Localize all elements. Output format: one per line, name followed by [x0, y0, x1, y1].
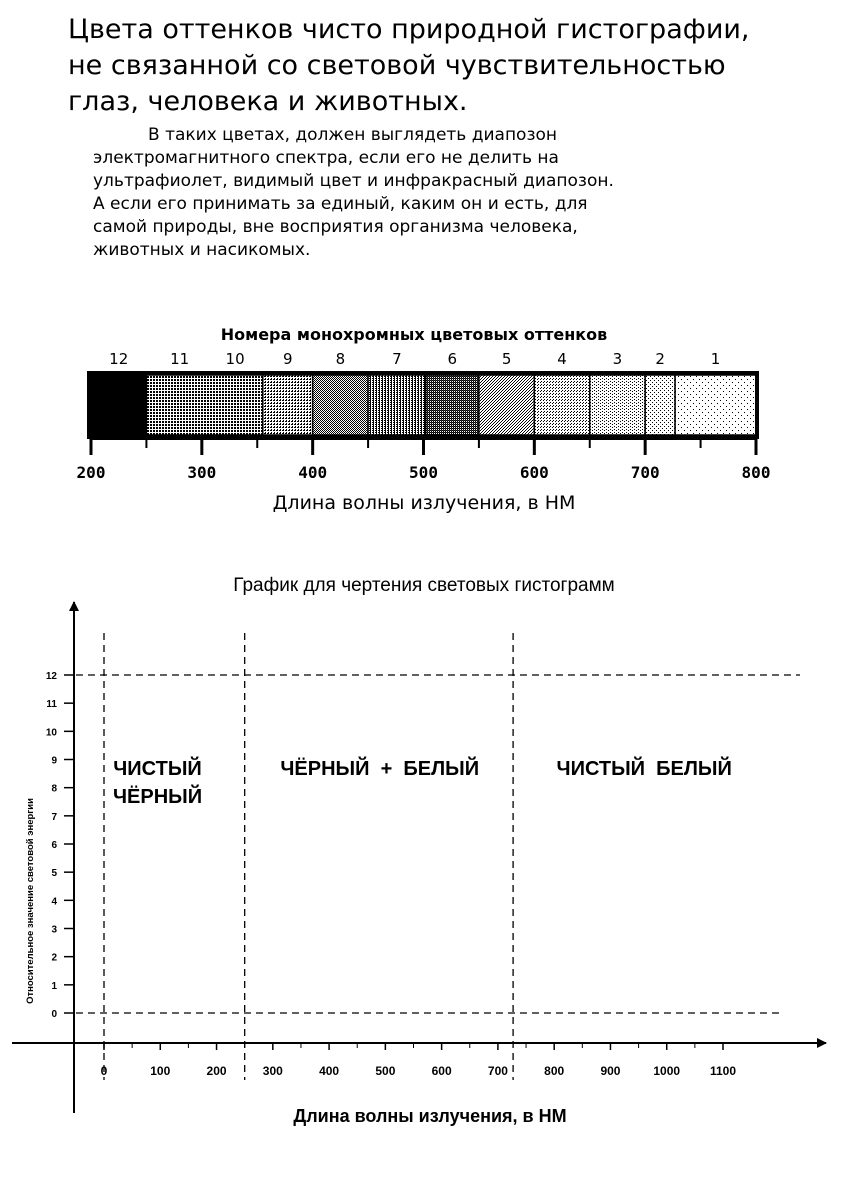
paragraph-line: самой природы, вне восприятия организма человека, — [93, 217, 578, 237]
paragraph-line: ультрафиолет, видимый цвет и инфракрасный диапозон. — [93, 171, 614, 191]
y-tick-label: 10 — [45, 727, 57, 739]
y-tick-label: 8 — [51, 783, 57, 795]
x-axis-label: Длина волны излучения, в НМ — [293, 1106, 567, 1126]
y-tick-label: 5 — [51, 868, 57, 880]
spectrum-tick-label: 200 — [76, 463, 106, 482]
shade-cell — [313, 375, 368, 435]
y-tick-label: 0 — [51, 1009, 57, 1020]
shade-number: 8 — [335, 350, 346, 368]
region-label: ЧЁРНЫЙ — [112, 786, 203, 808]
x-tick-label: 900 — [600, 1064, 621, 1078]
shade-number: 3 — [612, 350, 623, 368]
x-tick-label: 100 — [150, 1064, 171, 1078]
x-tick-label: 200 — [206, 1064, 227, 1078]
spectrum-heading: Номера монохромных цветовых оттенков — [220, 325, 608, 344]
shade-number: 7 — [392, 350, 402, 368]
spectrum-tick-label: 500 — [409, 463, 438, 482]
y-tick-label: 6 — [51, 840, 57, 851]
x-tick-label: 700 — [487, 1064, 508, 1078]
description-paragraph — [93, 124, 813, 262]
shade-cell — [479, 375, 534, 435]
shade-cell — [675, 375, 756, 435]
paragraph-line: А если его принимать за единый, каким он и есть, для — [93, 194, 588, 214]
histogram-chart — [0, 560, 847, 1140]
shade-cell — [645, 375, 675, 435]
spectrum-axis-label: Длина волны излучения, в НМ — [272, 492, 576, 514]
shade-number: 1 — [710, 350, 721, 368]
spectrum-tick-label: 700 — [630, 463, 660, 482]
shade-number: 6 — [447, 350, 458, 368]
x-tick-label: 400 — [319, 1064, 340, 1078]
shade-cell — [263, 375, 313, 435]
y-axis-label: Относительное значение световой энергии — [25, 798, 36, 1004]
shade-number: 10 — [225, 350, 245, 368]
spectrum-tick-label: 600 — [519, 463, 549, 482]
y-tick-label: 9 — [51, 755, 57, 767]
shade-cell — [146, 375, 262, 435]
shade-cell — [368, 375, 426, 435]
shade-number: 9 — [282, 350, 293, 368]
shade-cell — [534, 375, 589, 435]
shade-cell — [91, 375, 146, 435]
region-label: ЧИСТЫЙ — [113, 758, 202, 780]
y-tick-label: 4 — [51, 896, 57, 908]
shade-cell — [590, 375, 645, 435]
spectrum-tick-label: 800 — [741, 463, 771, 482]
y-tick-label: 7 — [51, 811, 57, 823]
y-tick-label: 11 — [46, 699, 57, 711]
shade-number: 2 — [655, 350, 665, 368]
spectrum-diagram — [0, 310, 847, 520]
title-line: глаз, человека и животных. — [68, 86, 468, 117]
x-tick-label: 1000 — [653, 1064, 681, 1078]
paragraph-line: В таких цветах, должен выглядеть диапозон — [148, 125, 558, 145]
shade-cell — [426, 375, 479, 435]
x-tick-label: 500 — [375, 1064, 396, 1078]
title-line: Цвета оттенков чисто природной гистографии, — [68, 14, 750, 45]
shade-number: 5 — [501, 350, 512, 368]
y-tick-label: 1 — [51, 980, 57, 992]
page-title — [68, 12, 828, 120]
shade-number: 4 — [557, 350, 567, 368]
x-tick-label: 1100 — [709, 1064, 737, 1078]
spectrum-tick-label: 400 — [298, 463, 328, 482]
paragraph-line: электромагнитного спектра, если его не делить на — [93, 148, 559, 168]
title-line: не связанной со световой чувствительностью — [68, 50, 726, 81]
paragraph-line: животных и насикомых. — [93, 240, 311, 260]
shade-number: 12 — [109, 350, 129, 368]
y-tick-label: 2 — [51, 952, 57, 964]
region-label: ЧЁРНЫЙ + БЕЛЫЙ — [280, 758, 480, 780]
x-tick-label: 600 — [431, 1064, 452, 1078]
y-tick-label: 3 — [51, 924, 57, 936]
chart-title: График для чертения световых гистограмм — [233, 575, 615, 596]
region-label: ЧИСТЫЙ БЕЛЫЙ — [556, 758, 732, 780]
x-tick-label: 800 — [544, 1064, 565, 1078]
spectrum-tick-label: 300 — [187, 463, 217, 482]
x-tick-label: 300 — [262, 1064, 283, 1078]
shade-number: 11 — [170, 350, 190, 368]
x-tick-label: 0 — [100, 1064, 108, 1078]
y-tick-label: 12 — [45, 671, 57, 682]
